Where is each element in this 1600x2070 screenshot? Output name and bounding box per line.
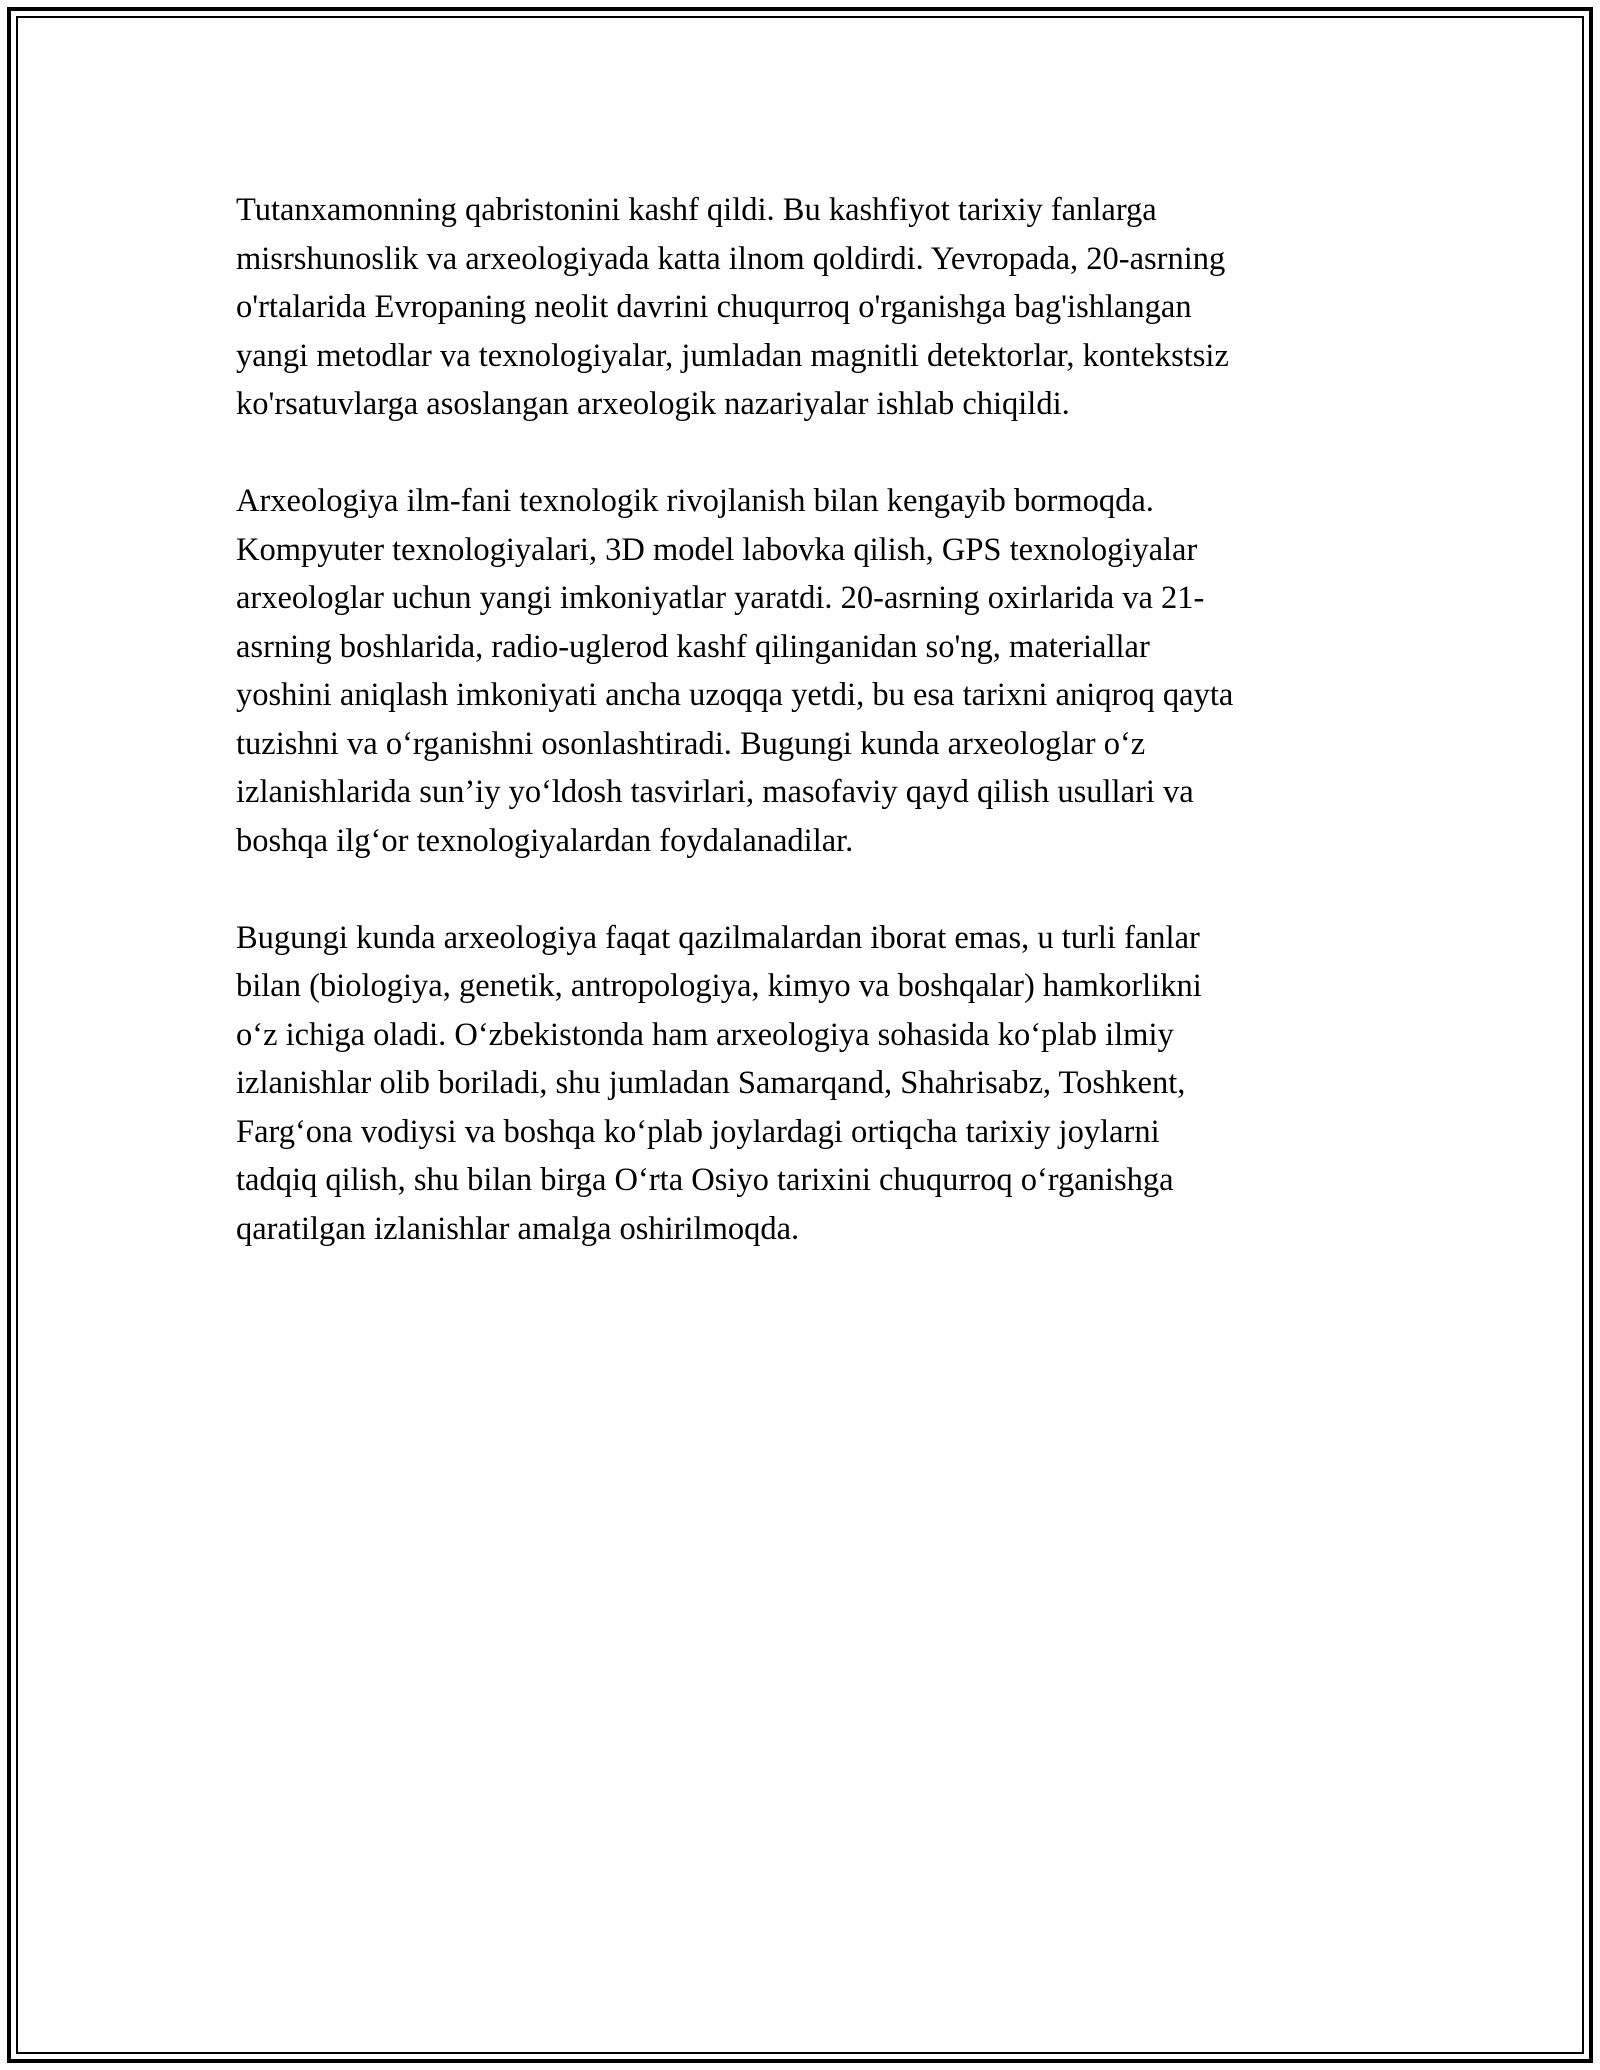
- text-line: Arxeologiya ilm-fani texnologik rivojlanish bilan kengayib bormoqda.: [236, 483, 1154, 519]
- page-content: [236, 186, 1386, 1302]
- paragraph-2: [236, 477, 1386, 865]
- paragraph-3: [236, 914, 1386, 1254]
- text-line: tadqiq qilish, shu bilan birga O‘rta Osiyo tarixini chuqurroq o‘rganishga: [236, 1162, 1174, 1198]
- text-line: yoshini aniqlash imkoniyati ancha uzoqqa yetdi, bu esa tarixni aniqroq qayta: [236, 677, 1234, 713]
- text-line: misrshunoslik va arxeologiyada katta ilnom qoldirdi. Yevropada, 20-asrning: [236, 240, 1226, 277]
- text-line: o'rtalarida Evropaning neolit davrini chuqurroq o'rganishga bag'ishlangan: [236, 289, 1192, 325]
- text-line: asrning boshlarida, radio-uglerod kashf qilinganidan so'ng, materiallar: [236, 628, 1150, 665]
- text-line: yangi metodlar va texnologiyalar, jumladan magnitli detektorlar, kontekstsiz: [236, 337, 1229, 374]
- text-line: bilan (biologiya, genetik, antropologiya, kimyo va boshqalar) hamkorlikni: [236, 968, 1202, 1004]
- text-line: arxeologlar uchun yangi imkoniyatlar yaratdi. 20-asrning oxirlarida va 21-: [236, 580, 1205, 616]
- text-line: izlanishlar olib boriladi, shu jumladan Samarqand, Shahrisabz, Toshkent,: [236, 1065, 1186, 1101]
- text-line: Bugungi kunda arxeologiya faqat qazilmalardan iborat emas, u turli fanlar: [236, 919, 1200, 956]
- text-line: Farg‘ona vodiysi va boshqa ko‘plab joylardagi ortiqcha tarixiy joylarni: [236, 1113, 1160, 1150]
- text-line: qaratilgan izlanishlar amalga oshirilmoqda.: [236, 1210, 800, 1247]
- text-line: Kompyuter texnologiyalari, 3D model labovka qilish, GPS texnologiyalar: [236, 531, 1198, 568]
- text-line: tuzishni va o‘rganishni osonlashtiradi. Bugungi kunda arxeologlar o‘z: [236, 725, 1146, 762]
- paragraph-1: [236, 186, 1386, 429]
- text-line: boshqa ilg‘or texnologiyalardan foydalanadilar.: [236, 822, 854, 859]
- text-line: o‘z ichiga oladi. O‘zbekistonda ham arxeologiya sohasida ko‘plab ilmiy: [236, 1016, 1174, 1053]
- text-line: Tutanxamonning qabristonini kashf qildi. Bu kashfiyot tarixiy fanlarga: [236, 192, 1157, 228]
- text-line: izlanishlarida sun’iy yo‘ldosh tasvirlari, masofaviy qayd qilish usullari va: [236, 774, 1194, 810]
- text-line: ko'rsatuvlarga asoslangan arxeologik nazariyalar ishlab chiqildi.: [236, 386, 1070, 422]
